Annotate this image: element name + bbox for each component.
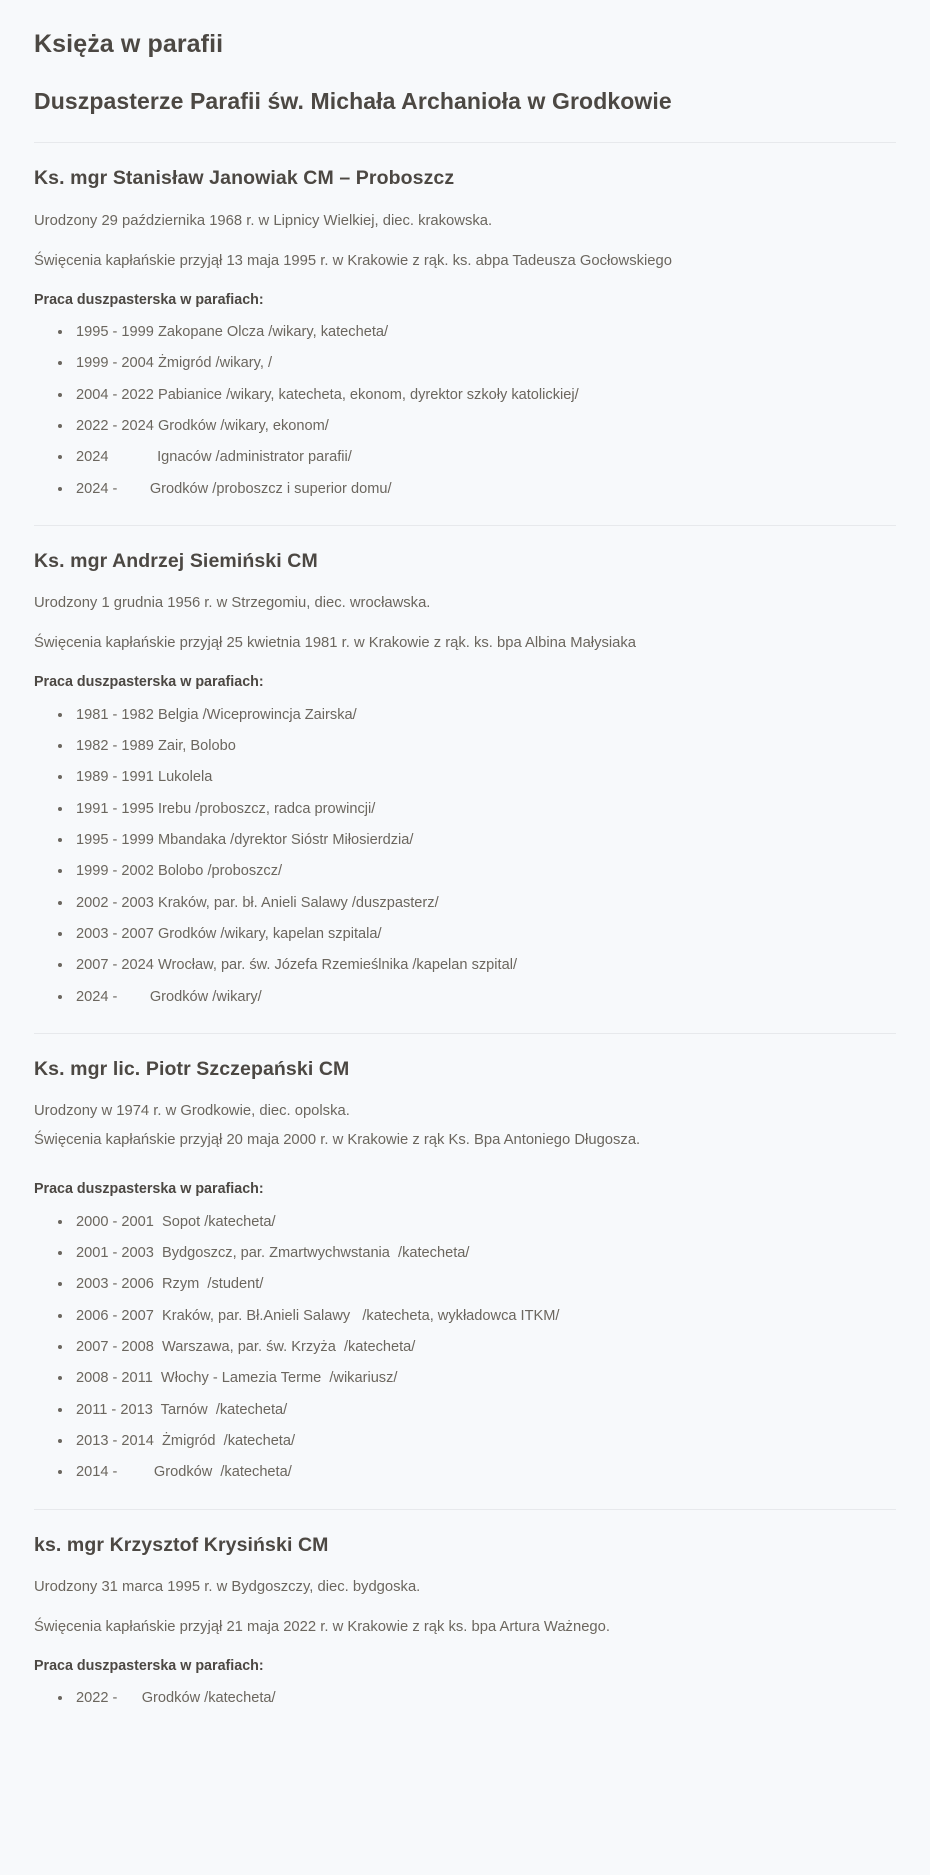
priest-entry [34,548,896,1009]
list-item: 1989 - 1991 Lukolela [48,766,896,789]
pastoral-work-label: Praca duszpasterska w parafiach: [34,1181,264,1198]
list-item: 2024 Ignaców /administrator parafii/ [48,446,896,469]
priest-birth-info: Urodzony 1 grudnia 1956 r. w Strzegomiu, diec. wrocławska. [34,595,431,612]
priest-ordination-info: Święcenia kapłańskie przyjął 20 maja 2000 r. w Krakowie z rąk Ks. Bpa Antoniego Długosza. [34,1132,641,1149]
page-title: Księża w parafii [34,30,224,58]
list-item: 1982 - 1989 Zair, Bolobo [48,735,896,758]
priest-entry [34,1056,896,1485]
assignment-list [34,1211,896,1485]
list-item: 2003 - 2006 Rzym /student/ [48,1273,896,1296]
divider [34,1509,896,1510]
list-item: 2024 - Grodków /proboszcz i superior domu/ [48,478,896,501]
list-item: 2011 - 2013 Tarnów /katecheta/ [48,1399,896,1422]
list-item: 1981 - 1982 Belgia /Wiceprowincja Zairska/ [48,704,896,727]
priest-ordination-info: Święcenia kapłańskie przyjął 13 maja 1995 r. w Krakowie z rąk. ks. abpa Tadeusza Gocłowskiego [34,252,672,269]
list-item: 2000 - 2001 Sopot /katecheta/ [48,1211,896,1234]
priest-birth-info: Urodzony 31 marca 1995 r. w Bydgoszczy, diec. bydgoska. [34,1579,421,1596]
priest-ordination-info: Święcenia kapłańskie przyjął 25 kwietnia 1981 r. w Krakowie z rąk. ks. bpa Albina Małysiaka [34,635,637,652]
list-item: 2006 - 2007 Kraków, par. Bł.Anieli Salawy /katecheta, wykładowca ITKM/ [48,1305,896,1328]
divider [34,1033,896,1034]
list-item: 2022 - 2024 Grodków /wikary, ekonom/ [48,415,896,438]
priest-entry [34,165,896,501]
priest-ordination-info: Święcenia kapłańskie przyjął 21 maja 2022 r. w Krakowie z rąk ks. bpa Artura Ważnego. [34,1619,610,1635]
spacer [34,1169,896,1179]
pastoral-work-label: Praca duszpasterska w parafiach: [34,674,264,691]
assignment-list [34,1687,896,1710]
list-item: 2014 - Grodków /katecheta/ [48,1461,896,1484]
priest-entry [34,1532,896,1711]
list-item: 1991 - 1995 Irebu /proboszcz, radca prowincji/ [48,798,896,821]
list-item: 1995 - 1999 Mbandaka /dyrektor Sióstr Miłosierdzia/ [48,829,896,852]
list-item: 2022 - Grodków /katecheta/ [48,1687,896,1710]
priest-name: Ks. mgr lic. Piotr Szczepański CM [34,1058,350,1081]
list-item: 2007 - 2024 Wrocław, par. św. Józefa Rzemieślnika /kapelan szpital/ [48,954,896,977]
divider [34,142,896,143]
list-item: 2002 - 2003 Kraków, par. bł. Anieli Salawy /duszpasterz/ [48,892,896,915]
pastoral-work-label: Praca duszpasterska w parafiach: [34,291,264,308]
list-item: 1995 - 1999 Zakopane Olcza /wikary, katecheta/ [48,321,896,344]
list-item: 2024 - Grodków /wikary/ [48,986,896,1009]
pastoral-work-label: Praca duszpasterska w parafiach: [34,1657,264,1674]
list-item: 2003 - 2007 Grodków /wikary, kapelan szpitala/ [48,923,896,946]
priest-birth-info: Urodzony w 1974 r. w Grodkowie, diec. opolska. [34,1103,350,1120]
list-item: 2013 - 2014 Żmigród /katecheta/ [48,1430,896,1453]
priest-birth-info: Urodzony 29 października 1968 r. w Lipnicy Wielkiej, diec. krakowska. [34,212,493,229]
list-item: 1999 - 2004 Żmigród /wikary, / [48,352,896,375]
priest-name: Ks. mgr Andrzej Siemiński CM [34,550,318,573]
priest-name: ks. mgr Krzysztof Krysiński CM [34,1533,329,1556]
assignment-list [34,321,896,501]
page-subtitle: Duszpasterze Parafii św. Michała Archanioła w Grodkowie [34,87,672,114]
priest-name: Ks. mgr Stanisław Janowiak CM – Proboszcz [34,167,455,190]
assignment-list [34,704,896,1009]
divider [34,525,896,526]
list-item: 2001 - 2003 Bydgoszcz, par. Zmartwychwstania /katecheta/ [48,1242,896,1265]
list-item: 1999 - 2002 Bolobo /proboszcz/ [48,860,896,883]
list-item: 2007 - 2008 Warszawa, par. św. Krzyża /katecheta/ [48,1336,896,1359]
list-item: 2004 - 2022 Pabianice /wikary, katecheta, ekonom, dyrektor szkoły katolickiej/ [48,384,896,407]
list-item: 2008 - 2011 Włochy - Lamezia Terme /wikariusz/ [48,1367,896,1390]
